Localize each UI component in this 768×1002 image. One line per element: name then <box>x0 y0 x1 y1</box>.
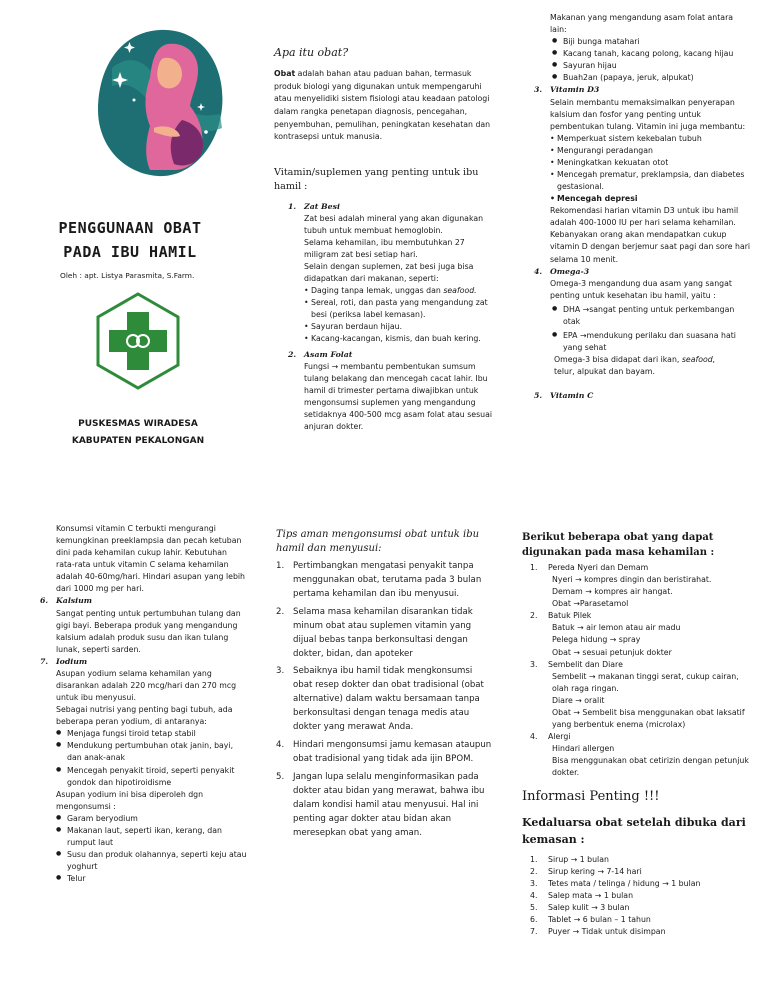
expiry-number: 3. <box>530 878 538 888</box>
medicine-details <box>548 574 754 610</box>
iodine-paragraph-1: Asupan yodium selama kehamilan yang disarankan adalah 220 mcg/hari dan 270 mcg untuk ibu menyusui. <box>56 668 237 703</box>
medicine-number: 4. <box>530 732 538 742</box>
medicine-item <box>522 659 754 731</box>
iron-paragraph-3: Selain dengan suplemen, zat besi juga bisa didapatkan dari makanan, seperti: <box>304 261 474 284</box>
panel-vitamin-c-calcium-iodine <box>40 523 248 885</box>
list-item: • Sereal, roti, dan pasta yang mengandung zat besi (periksa label kemasan). <box>304 297 496 321</box>
expiry-number: 7. <box>530 927 538 937</box>
tip-number: 1. <box>276 561 285 571</box>
medicine-item <box>522 731 754 779</box>
tip-text: Hindari mengonsumsi jamu kemasan ataupun obat tradisional yang tidak ada ijin BPOM. <box>293 740 492 764</box>
tip-item <box>276 739 494 767</box>
medicine-item <box>522 562 754 610</box>
tip-number: 3. <box>276 666 285 677</box>
expiry-list <box>522 854 754 939</box>
iodine-roles-list <box>54 728 248 788</box>
expiry-item <box>522 854 754 866</box>
iron-food-list <box>304 285 496 345</box>
list-item: • Mencegah prematur, preklampsia, dan diabetes gestasional. <box>550 169 752 193</box>
tip-number: 5. <box>276 771 285 782</box>
item-number: 5. <box>534 391 543 401</box>
item-number: 6. <box>40 596 49 606</box>
tip-text: Jangan lupa selalu menginformasikan pada dokter atau bidan yang merawat, bahwa ibu dalam kondisi hamil atau menyusui. Hal ini penting agar dokter atau bidan akan meresepkan obat yang aman. <box>293 771 485 838</box>
expiry-item <box>522 902 754 914</box>
medicines-list <box>522 562 754 779</box>
cover-title-line1: PENGGUNAAN OBAT <box>58 219 202 237</box>
expiry-text: Salep mata → 1 bulan <box>548 890 634 900</box>
item-number: 3. <box>534 85 543 95</box>
expiry-text: Tetes mata / telinga / hidung → 1 bulan <box>548 878 701 888</box>
medicine-detail-line: Demam → kompres air hangat. <box>552 587 673 597</box>
pregnant-woman-illustration <box>94 28 226 178</box>
list-item: • Meningkatkan kekuatan otot <box>550 157 752 169</box>
expiry-text: Sirup → 1 bulan <box>548 854 609 864</box>
item-omega-3 <box>534 266 752 379</box>
expiry-text: Sirup kering → 7-14 hari <box>548 866 642 876</box>
medicine-detail-line: Obat → Sembelit bisa menggunakan obat laksatif yang berbentuk enema (microlax) <box>552 707 745 730</box>
omega-3-sources: Omega-3 bisa didapat dari ikan, seafood, telur, alpukat dan bayam. <box>554 355 716 377</box>
item-calcium <box>40 595 248 655</box>
iodine-paragraph-2: Sebagai nutrisi yang penting bagi tubuh, ada beberapa peran yodium, di antaranya: <box>56 705 233 727</box>
expiry-number: 5. <box>530 902 538 912</box>
tip-item <box>276 771 494 841</box>
folate-foods-intro: Makanan yang mengandung asam folat antara lain: <box>550 13 734 35</box>
medicine-item <box>522 610 754 658</box>
org-name-line2: KABUPATEN PEKALONGAN <box>71 436 205 446</box>
medicine-number: 1. <box>530 563 538 572</box>
definition-text: adalah bahan atau paduan bahan, termasuk produk biologi yang digunakan untuk mempengaruhi atau menyelidiki sistem fisiologi atau keadaan patologi dalam rangka penetapan diagnosis, pencegahan, penyembuhan, pemulihan, peningkatan kesehatan dan kontrasepsi untuk manusia. <box>274 69 491 142</box>
list-item: • Mencegah depresi <box>550 193 752 205</box>
item-title-iodine: Iodium <box>56 656 88 666</box>
medicine-detail-line: Nyeri → kompres dingin dan beristirahat. <box>552 575 712 585</box>
list-item: • Mengurangi peradangan <box>550 145 752 157</box>
tip-text: Sebaiknya ibu hamil tidak mengkonsumsi obat resep dokter dan obat tradisional (obat alternative) dalam waktu bersamaan tanpa berkonsultasi dengan tenaga medis atau dokter yang merawat Anda. <box>293 666 484 733</box>
list-item: ● Telur <box>54 873 248 885</box>
item-number: 4. <box>534 266 543 276</box>
expiry-number: 6. <box>530 915 538 925</box>
item-vitamin-d3 <box>534 84 752 265</box>
expiry-text: Salep kulit → 3 bulan <box>548 902 630 912</box>
medicine-details <box>548 671 754 731</box>
expiry-text: Tablet → 6 bulan – 1 tahun <box>548 915 651 925</box>
item-title-folic-acid: Asam Folat <box>304 349 353 359</box>
list-item: ● Biji bunga matahari <box>550 36 752 48</box>
medicines-heading: Berikut beberapa obat yang dapat digunakan pada masa kehamilan : <box>522 532 715 558</box>
important-info-heading: Informasi Penting !!! <box>522 789 660 805</box>
expiry-item <box>522 878 754 890</box>
medicine-title: Sembelit dan Diare <box>548 659 623 669</box>
cover-author: Oleh : apt. Listya Parasmita, S.Farm. <box>60 271 195 280</box>
folate-food-list <box>550 36 752 84</box>
tip-item <box>276 665 494 735</box>
vitamin-d3-paragraph-2: Rekomendasi harian vitamin D3 untuk ibu hamil adalah 400-1000 IU per hari selama kehamilan. <box>550 206 739 228</box>
item-title-vitamin-d3: Vitamin D3 <box>550 85 600 95</box>
calcium-text: Sangat penting untuk pertumbuhan tulang dan gigi bayi. Beberapa produk yang mengandung kalsium adalah produk susu dan ikan tulang lunak, seperti sarden. <box>56 608 241 654</box>
cover-title-line2: PADA IBU HAMIL <box>63 243 197 261</box>
list-item: ● Mencegah penyakit tiroid, seperti penyakit gondok dan hipotiroidisme <box>54 765 248 789</box>
iodine-paragraph-3: Asupan yodium ini bisa diperoleh dgn mengonsumsi : <box>56 789 204 811</box>
medicine-title: Batuk Pilek <box>548 611 592 621</box>
medicine-detail-line: Bisa menggunakan obat cetirizin dengan petunjuk dokter. <box>552 756 749 778</box>
item-title-calcium: Kalsium <box>56 596 93 606</box>
vitamin-section-heading: Vitamin/suplemen yang penting untuk ibu hamil : <box>274 166 479 193</box>
medicine-definition <box>274 68 496 144</box>
panel-safety-tips <box>276 528 494 845</box>
item-title-vitamin-c: Vitamin C <box>550 391 594 401</box>
medicine-details <box>548 743 754 779</box>
panel-vitamins-continued <box>536 12 752 402</box>
list-item: ● Sayuran hijau <box>550 60 752 72</box>
section-heading-what-is-medicine: Apa itu obat? <box>274 46 349 59</box>
list-item: ● Garam beryodium <box>54 813 248 825</box>
medicine-detail-line: Diare → oralit <box>552 695 605 705</box>
puskesmas-logo-icon <box>95 292 181 390</box>
item-vitamin-c <box>534 390 752 402</box>
tips-list <box>276 560 494 841</box>
expiry-text: Puyer → Tidak untuk disimpan <box>548 927 666 937</box>
cover-panel <box>20 20 240 460</box>
expiry-number: 1. <box>530 854 538 864</box>
vitamin-d3-paragraph-1: Selain membantu memaksimalkan penyerapan kalsium dan fosfor yang penting untuk pembentukan tulang. Vitamin ini juga membantu: <box>550 97 746 131</box>
item-number: 7. <box>40 656 49 666</box>
list-item: ● Makanan laut, seperti ikan, kerang, dan rumput laut <box>54 825 248 849</box>
expiry-item <box>522 866 754 878</box>
medicine-detail-line: Obat → sesuai petunjuk dokter <box>552 647 672 657</box>
expiry-number: 4. <box>530 890 538 900</box>
medicine-number: 3. <box>530 659 538 669</box>
medicine-detail-line: Obat →Parasetamol <box>552 599 629 609</box>
list-item: ● EPA →mendukung perilaku dan suasana hati yang sehat <box>550 330 752 354</box>
tip-item <box>276 560 494 602</box>
panel-what-is-medicine <box>274 44 496 433</box>
omega-3-acids <box>550 304 752 354</box>
iodine-sources-list <box>54 813 248 885</box>
tips-heading: Tips aman mengonsumsi obat untuk ibu hamil dan menyusui: <box>276 529 480 554</box>
expiry-heading: Kedaluarsa obat setelah dibuka dari kemasan : <box>522 815 746 846</box>
definition-term: Obat <box>274 69 296 79</box>
iron-paragraph-2: Selama kehamilan, ibu membutuhkan 27 miligram zat besi setiap hari. <box>304 237 465 259</box>
expiry-item <box>522 890 754 902</box>
medicine-details <box>548 622 754 658</box>
tip-text: Pertimbangkan mengatasi penyakit tanpa menggunakan obat, terutama pada 3 bulan pertama kehamilan dan ibu menyusui. <box>293 561 482 599</box>
medicine-title: Alergi <box>548 732 571 742</box>
expiry-item <box>522 914 754 926</box>
medicine-detail-line: Batuk → air lemon atau air madu <box>552 623 681 633</box>
expiry-item <box>522 926 754 938</box>
list-item: • Kacang-kacangan, kismis, dan buah kering. <box>304 333 496 345</box>
medicine-detail-line: Pelega hidung → spray <box>552 635 641 645</box>
list-item: ● Mendukung pertumbuhan otak janin, bayi, dan anak-anak <box>54 740 248 764</box>
list-item: ● DHA →sangat penting untuk perkembangan otak <box>550 304 752 328</box>
panel-medicines-and-expiry <box>522 530 754 938</box>
omega-3-paragraph-1: Omega-3 mengandung dua asam yang sangat penting untuk kesehatan ibu hamil, yaitu : <box>550 278 732 300</box>
item-number: 1. <box>288 201 297 211</box>
item-title-omega-3: Omega-3 <box>550 266 590 276</box>
list-item: • Sayuran berdaun hijau. <box>304 321 496 333</box>
tip-number: 4. <box>276 740 285 751</box>
item-number: 2. <box>288 349 297 359</box>
medicine-detail-line: Hindari allergen <box>552 744 615 754</box>
list-item: • Memperkuat sistem kekebalan tubuh <box>550 133 752 145</box>
item-folic-acid <box>288 349 496 434</box>
list-item: • Daging tanpa lemak, unggas dan seafood. <box>304 285 496 297</box>
list-item: ● Susu dan produk olahannya, seperti keju atau yoghurt <box>54 849 248 873</box>
folic-acid-text: Fungsi → membantu pembentukan sumsum tulang belakang dan mencegah cacat lahir. Ibu hamil di trimester pertama diwajibkan untuk mengonsumsi suplemen yang mengandung setidaknya 400-500 mcg asam folat atau sesuai anjuran dokter. <box>304 361 493 431</box>
vitamin-c-text: Konsumsi vitamin C terbukti mengurangi kemungkinan preeklampsia dan pecah ketuban dini pada kehamilan cukup lahir. Kebutuhan rata-rata untuk vitamin C selama kehamilan adalah 40-60mg/hari. Hindari asupan yang lebih dari 1000 mg per hari. <box>56 524 246 594</box>
expiry-number: 2. <box>530 866 538 876</box>
list-item: ● Buah2an (papaya, jeruk, alpukat) <box>550 72 752 84</box>
medicine-detail-line: Sembelit → makanan tinggi serat, cukup cairan, olah raga ringan. <box>552 671 739 693</box>
item-iron <box>288 201 496 346</box>
iron-paragraph-1: Zat besi adalah mineral yang akan digunakan tubuh untuk membuat hemoglobin. <box>304 213 484 235</box>
vitamin-d3-paragraph-3: Kebanyakan orang akan mendapatkan cukup vitamin D dengan berjemur saat pagi dan sore hari selama 10 menit. <box>550 230 751 264</box>
item-title-iron: Zat Besi <box>304 201 340 211</box>
vitamin-d3-benefits <box>550 133 752 205</box>
tip-number: 2. <box>276 606 285 617</box>
medicine-title: Pereda Nyeri dan Demam <box>548 563 649 572</box>
list-item: ● Menjaga fungsi tiroid tetap stabil <box>54 728 248 740</box>
tip-text: Selama masa kehamilan disarankan tidak minum obat atau suplemen vitamin yang dijual bebas tanpa berkonsultasi dengan dokter, bidan, dan apoteker <box>293 606 473 659</box>
org-name-line1: PUSKESMAS WIRADESA <box>78 419 198 429</box>
medicine-number: 2. <box>530 611 538 621</box>
tip-item <box>276 606 494 662</box>
list-item: ● Kacang tanah, kacang polong, kacang hijau <box>550 48 752 60</box>
item-iodine <box>40 656 248 728</box>
